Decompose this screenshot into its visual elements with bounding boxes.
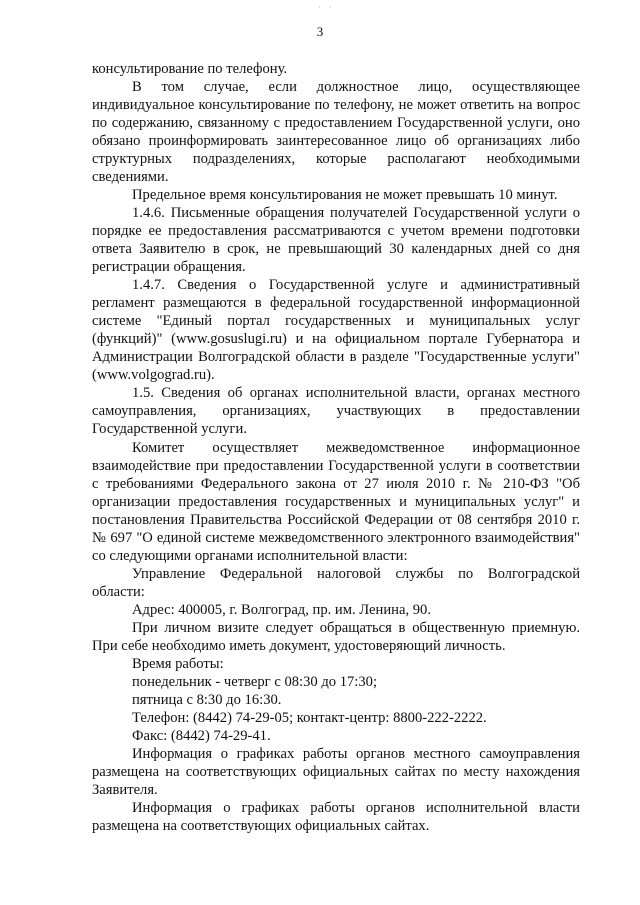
paragraph-1-4-7: 1.4.7. Сведения о Государственной услуге и административный регламент размещаются в федеральной государственной информационной системе "Единый портал государственных и муниципальных услуг (функций)" (www.gosuslugi.ru) и на официальном портале Губернатора и Администрации Волгоградской области в разделе "Государственные услуги" (www.volgograd.ru). (92, 277, 580, 383)
paragraph-tax-service: Управление Федеральной налоговой службы по Волгоградской области: (92, 566, 580, 600)
paragraph-hours-mon-thu: понедельник - четверг с 08:30 до 17:30; (132, 674, 378, 690)
paragraph-hours-fri: пятница с 8:30 до 16:30. (132, 692, 282, 708)
document-body (92, 60, 580, 835)
paragraph-fax: Факс: (8442) 74-29-41. (132, 728, 271, 744)
paragraph-exec-gov-info: Информация о графиках работы органов исполнительной власти размещена на соответствующих официальных сайтах. (92, 800, 580, 834)
paragraph-address: Адрес: 400005, г. Волгоград, пр. им. Ленина, 90. (132, 602, 431, 618)
paragraph-work-hours-title: Время работы: (132, 656, 224, 672)
paragraph-1-4-6: 1.4.6. Письменные обращения получателей Государственной услуги о порядке ее предоставления рассматриваются с учетом времени подготовки ответа Заявителю в срок, не превышающий 30 календарных дней со дня регистрации обращения. (92, 205, 580, 275)
scan-artifact: · · (318, 3, 335, 12)
page-number: 3 (316, 24, 324, 39)
paragraph-continuation: консультирование по телефону. (92, 61, 288, 77)
paragraph-visit-rules: При личном визите следует обращаться в общественную приемную. При себе необходимо иметь документ, удостоверяющий личность. (92, 620, 580, 654)
paragraph-phone: Телефон: (8442) 74-29-05; контакт-центр: 8800-222-2222. (132, 710, 487, 726)
paragraph-consultation-phone: В том случае, если должностное лицо, осуществляющее индивидуальное консультирование по телефону, не может ответить на вопрос по содержанию, связанному с предоставлением Государственной услуги, оно обязано проинформировать заинтересованное лицо об организациях либо структурных подразделениях, которые располагают необходимыми сведениями. (92, 79, 580, 185)
paragraph-time-limit: Предельное время консультирования не может превышать 10 минут. (132, 187, 558, 203)
paragraph-local-gov-info: Информация о графиках работы органов местного самоуправления размещена на соответствующих официальных сайтах по месту нахождения Заявителя. (92, 746, 580, 798)
paragraph-1-5: 1.5. Сведения об органах исполнительной власти, органах местного самоуправления, организациях, участвующих в предоставлении Государственной услуги. (92, 385, 580, 437)
paragraph-committee-interaction: Комитет осуществляет межведомственное информационное взаимодействие при предоставлении Государственной услуги в соответствии с требованиями Федерального закона от 27 июля 2010 г. № 210-ФЗ "Об организации предоставления государственных и муниципальных услуг" и постановления Правительства Российской Федерации от 08 сентября 2010 г. № 697 "О единой системе межведомственного электронного взаимодействия" со следующими органами исполнительной власти: (92, 440, 580, 564)
